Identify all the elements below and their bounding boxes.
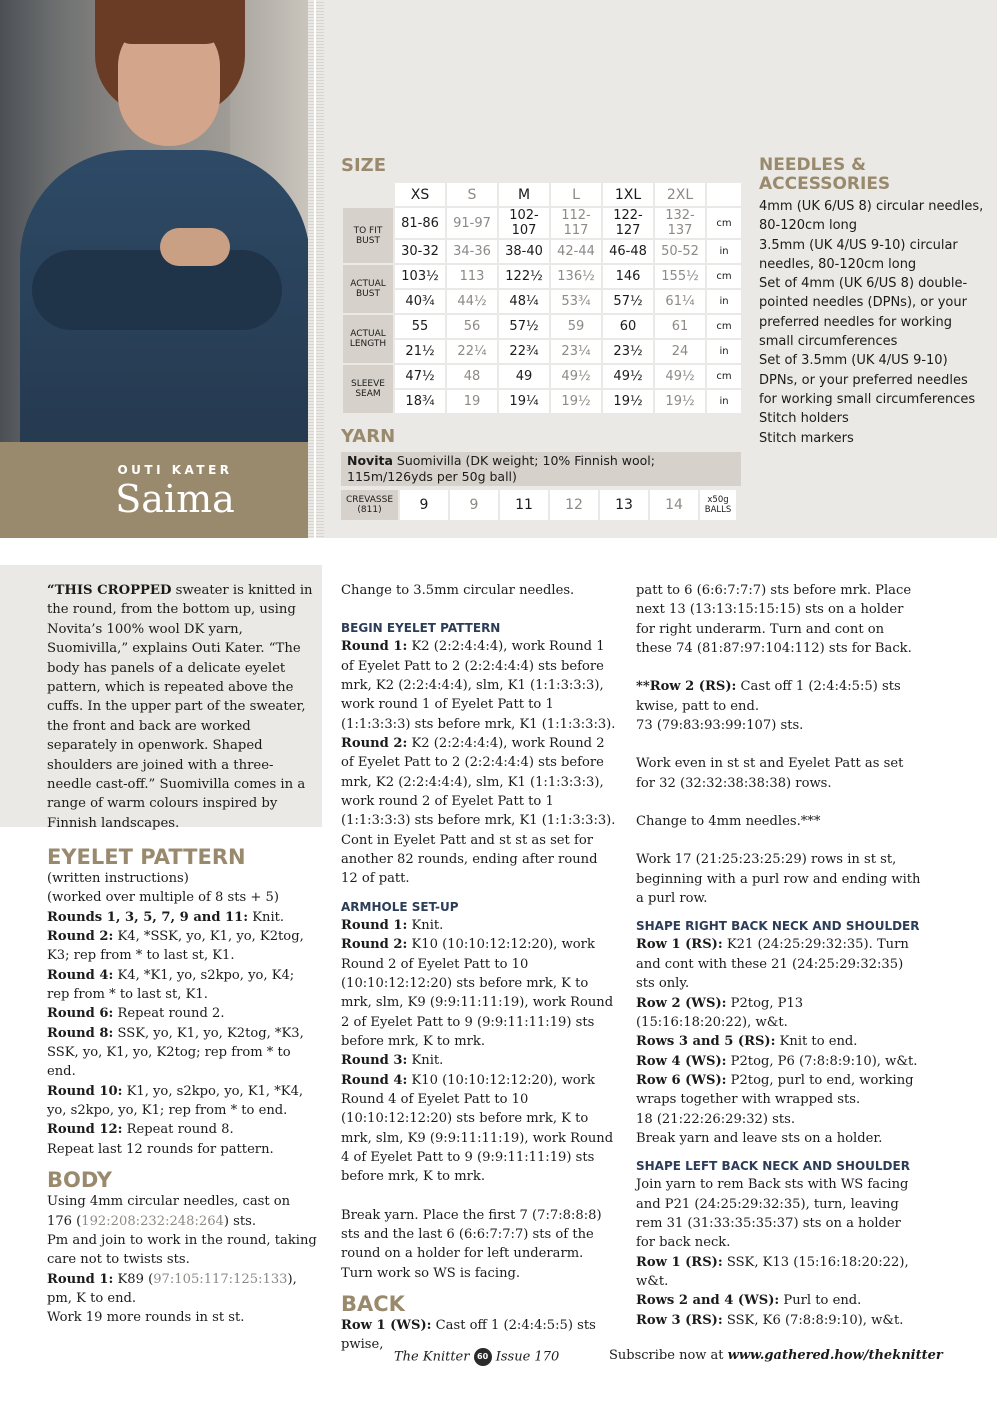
instruction: 73 (79:83:93:99:107) sts. bbox=[636, 718, 804, 734]
eyelet-row: Round 2: K4, *SSK, yo, K1, yo, K2tog, K3; rep from * to last st, K1. bbox=[47, 929, 304, 964]
measurement-label: SLEEVE SEAM bbox=[343, 365, 393, 413]
unit-label: in bbox=[707, 240, 741, 263]
footer-subscribe: Subscribe now at www.gathered.how/theknitter bbox=[609, 1348, 943, 1363]
measurement-value: 44½ bbox=[447, 290, 497, 313]
eyelet-note: (written instructions) bbox=[47, 871, 189, 886]
measurement-value: 49 bbox=[499, 365, 549, 388]
size-row bbox=[343, 265, 741, 288]
instruction: Rows 2 and 4 (WS): Purl to end. bbox=[636, 1293, 862, 1309]
pattern-title: Saima bbox=[115, 477, 235, 521]
needle-item: 4mm (UK 6/US 8) circular needles, 80-120cm long bbox=[759, 199, 984, 234]
size-label: 2XL bbox=[655, 183, 705, 206]
eyelet-row: Round 12: Repeat round 8. bbox=[47, 1122, 234, 1138]
body-paragraph: Pm and join to work in the round, taking care not to twists sts. bbox=[47, 1232, 317, 1268]
measurement-value: 38-40 bbox=[499, 240, 549, 263]
measurement-value: 34-36 bbox=[447, 240, 497, 263]
measurement-value: 122-127 bbox=[603, 208, 653, 238]
measurement-value: 42-44 bbox=[551, 240, 601, 263]
body-paragraph: Round 1: K89 (97:105:117:125:133), pm, K to end. bbox=[47, 1271, 297, 1306]
instruction: Round 4: K10 (10:10:12:12:20), work Round 4 of Eyelet Patt to 10 (10:10:12:12:20) sts before mrk, K to mrk, slm, K9 (9:9:11:11:19), work Round 4 of Eyelet Patt to 9 (9:9:11:11:19) sts before mrk, K to mrk. bbox=[341, 1072, 614, 1185]
instruction: Row 1 (RS): SSK, K13 (15:16:18:20:22), w&t. bbox=[636, 1254, 909, 1289]
column-2 bbox=[341, 581, 618, 1355]
unit-label: in bbox=[707, 390, 741, 413]
unit-label: in bbox=[707, 290, 741, 313]
size-table bbox=[341, 181, 743, 415]
model-photo bbox=[0, 0, 308, 442]
measurement-label: ACTUAL BUST bbox=[343, 265, 393, 313]
measurement-value: 132-137 bbox=[655, 208, 705, 238]
instruction: patt to 6 (6:6:7:7:7) sts before mrk. Place next 13 (13:13:15:15:15) sts on a holder for right underarm. Turn and cont on these 74 (81:87:97:104:112) sts for Back. bbox=[636, 583, 912, 657]
instruction: Change to 3.5mm circular needles. bbox=[341, 583, 575, 598]
measurement-value: 19¼ bbox=[499, 390, 549, 413]
yarn-details: Suomivilla (DK weight; 10% Finnish wool; 115m/126yds per 50g ball) bbox=[347, 453, 655, 484]
instruction: Join yarn to rem Back sts with WS facing and P21 (24:25:29:32:35), turn, leaving rem 31 (31:33:35:35:37) sts on a holder for back neck. bbox=[636, 1177, 909, 1251]
measurement-label: TO FIT BUST bbox=[343, 208, 393, 263]
page-number-badge: 60 bbox=[474, 1348, 492, 1366]
instruction: 18 (21:22:26:29:32) sts. bbox=[636, 1111, 796, 1127]
instruction: Round 2: K10 (10:10:12:12:20), work Round 2 of Eyelet Patt to 10 (10:10:12:12:20) sts before mrk, K to mrk, slm, K9 (9:9:11:11:19), work Round 2 of Eyelet Patt to 9 (9:9:11:11:19) sts before mrk, K to mrk. bbox=[341, 937, 614, 1049]
measurement-value: 30-32 bbox=[395, 240, 445, 263]
shape-left-heading: SHAPE LEFT BACK NECK AND SHOULDER bbox=[636, 1159, 910, 1174]
measurement-value: 48¼ bbox=[499, 290, 549, 313]
needle-item: Stitch holders bbox=[759, 411, 849, 427]
page-footer bbox=[394, 1348, 954, 1368]
blank-cell bbox=[707, 183, 741, 206]
measurement-value: 55 bbox=[395, 315, 445, 338]
back-heading: BACK bbox=[341, 1292, 405, 1316]
measurement-value: 49½ bbox=[551, 365, 601, 388]
instruction: Row 1 (RS): K21 (24:25:29:32:35). Turn and cont with these 21 (24:25:29:32:35) sts only. bbox=[636, 937, 909, 992]
unit-label: cm bbox=[707, 365, 741, 388]
eyelet-rows bbox=[47, 908, 319, 1140]
size-label: S bbox=[447, 183, 497, 206]
ball-count: 11 bbox=[500, 490, 548, 520]
body-heading: BODY bbox=[47, 1168, 112, 1193]
instruction: Break yarn and leave sts on a holder. bbox=[636, 1130, 883, 1146]
intro-body: sweater is knitted in the round, from the bottom up, using Novita’s 100% wool DK yarn, Suomivilla,” explains Outi Kater. “The body has panels of a delicate eyelet pattern, which is repeated above the cuffs. In the upper part of the sweater, the front and back are worked separately in openwork. Shaped shoulders are joined with a three-needle cast-off.” Suomivilla comes in a range of warm colours inspired by Finnish landscapes. bbox=[47, 583, 313, 831]
ball-count: 13 bbox=[600, 490, 648, 520]
eyelet-row: Round 10: K1, yo, s2kpo, yo, K1, *K4, yo, s2kpo, yo, K1; rep from * to end. bbox=[47, 1083, 304, 1119]
measurement-value: 24 bbox=[655, 340, 705, 363]
instruction: Work even in st st and Eyelet Patt as set for 32 (32:32:38:38:38) rows. bbox=[636, 756, 904, 791]
instruction: Row 2 (WS): P2tog, P13 (15:16:18:20:22), w&t. bbox=[636, 995, 804, 1030]
instruction: Row 3 (RS): SSK, K6 (7:8:8:9:10), w&t. bbox=[636, 1312, 904, 1328]
measurement-value: 57½ bbox=[499, 315, 549, 338]
measurement-value: 60 bbox=[603, 315, 653, 338]
measurement-value: 47½ bbox=[395, 365, 445, 388]
unit-label: cm bbox=[707, 265, 741, 288]
blank-cell bbox=[343, 183, 393, 206]
measurement-value: 18¾ bbox=[395, 390, 445, 413]
measurement-value: 48 bbox=[447, 365, 497, 388]
measurement-value: 40¾ bbox=[395, 290, 445, 313]
eyelet-row: Round 4: K4, *K1, yo, s2kpo, yo, K4; rep from * to last st, K1. bbox=[47, 967, 295, 1003]
measurement-value: 22¾ bbox=[499, 340, 549, 363]
size-row bbox=[343, 340, 741, 363]
needles-heading: NEEDLES & ACCESSORIES bbox=[759, 155, 891, 194]
measurement-value: 19½ bbox=[551, 390, 601, 413]
instruction: Work 17 (21:25:23:25:29) rows in st st, beginning with a purl row and ending with a purl row. bbox=[636, 852, 921, 907]
needles-list bbox=[759, 197, 984, 448]
yarn-heading: YARN bbox=[341, 426, 396, 447]
measurement-value: 49½ bbox=[655, 365, 705, 388]
size-row bbox=[343, 365, 741, 388]
ball-count: 14 bbox=[650, 490, 698, 520]
measurement-value: 19½ bbox=[655, 390, 705, 413]
zigzag-divider bbox=[308, 0, 324, 538]
eyelet-heading: EYELET PATTERN bbox=[47, 845, 246, 869]
measurement-value: 113 bbox=[447, 265, 497, 288]
instruction: Rows 3 and 5 (RS): Knit to end. bbox=[636, 1034, 858, 1050]
colour-label: CREVASSE (811) bbox=[341, 490, 398, 520]
size-row bbox=[343, 290, 741, 313]
ball-count: 9 bbox=[400, 490, 448, 520]
measurement-value: 19½ bbox=[603, 390, 653, 413]
measurement-label: ACTUAL LENGTH bbox=[343, 315, 393, 363]
unit-label: cm bbox=[707, 208, 741, 238]
column-3 bbox=[636, 581, 921, 1330]
footer-magazine: The Knitter 60 Issue 170 bbox=[394, 1349, 560, 1365]
size-label: L bbox=[551, 183, 601, 206]
instruction: Row 4 (WS): P2tog, P6 (7:8:8:9:10), w&t. bbox=[636, 1053, 918, 1069]
measurement-value: 49½ bbox=[603, 365, 653, 388]
armhole-heading: ARMHOLE SET-UP bbox=[341, 899, 459, 914]
instruction: **Row 2 (RS): Cast off 1 (2:4:4:5:5) sts kwise, patt to end. bbox=[636, 679, 901, 714]
eyelet-note: (worked over multiple of 8 sts + 5) bbox=[47, 890, 279, 906]
measurement-value: 81-86 bbox=[395, 208, 445, 238]
measurement-value: 21½ bbox=[395, 340, 445, 363]
intro-lead: “THIS CROPPED bbox=[47, 583, 172, 598]
yarn-brand: Novita bbox=[347, 453, 393, 468]
measurement-value: 112-117 bbox=[551, 208, 601, 238]
intro-text bbox=[47, 581, 317, 833]
measurement-value: 57½ bbox=[603, 290, 653, 313]
ball-count: 9 bbox=[450, 490, 498, 520]
subscribe-link[interactable]: www.gathered.how/theknitter bbox=[727, 1348, 943, 1363]
eyelet-repeat: Repeat last 12 rounds for pattern. bbox=[47, 1141, 274, 1157]
instruction: Row 6 (WS): P2tog, purl to end, working wraps together with wrapped sts. bbox=[636, 1072, 914, 1108]
instruction: Change to 4mm needles.*** bbox=[636, 814, 821, 830]
measurement-value: 155½ bbox=[655, 265, 705, 288]
needle-item: Stitch markers bbox=[759, 430, 854, 446]
size-label: 1XL bbox=[603, 183, 653, 206]
designer-name: OUTI KATER bbox=[117, 463, 233, 477]
needle-item: Set of 3.5mm (UK 4/US 9-10) DPNs, or your preferred needles for working small circumferences bbox=[759, 353, 976, 407]
yarn-description bbox=[341, 452, 741, 486]
ball-count: 12 bbox=[550, 490, 598, 520]
measurement-value: 61 bbox=[655, 315, 705, 338]
instruction: Round 2: K2 (2:2:4:4:4), work Round 2 of Eyelet Patt to 2 (2:2:4:4:4) sts before mrk, K2 (2:2:4:4:4), slm, K1 (1:1:3:3:3), work round 2 of Eyelet Patt to 1 (1:1:3:3:3) sts before mrk, K1 (1:1:3:3:3). bbox=[341, 736, 616, 829]
measurement-value: 53¾ bbox=[551, 290, 601, 313]
measurement-value: 59 bbox=[551, 315, 601, 338]
measurement-value: 23½ bbox=[603, 340, 653, 363]
size-row bbox=[343, 208, 741, 238]
ball-unit: x50g BALLS bbox=[700, 490, 736, 520]
size-row bbox=[343, 240, 741, 263]
needle-item: Set of 4mm (UK 6/US 8) double-pointed needles (DPNs), or your preferred needles for working small circumferences bbox=[759, 276, 968, 350]
column-1 bbox=[47, 845, 319, 1328]
shape-right-heading: SHAPE RIGHT BACK NECK AND SHOULDER bbox=[636, 919, 920, 934]
measurement-value: 19 bbox=[447, 390, 497, 413]
begin-eyelet-heading: BEGIN EYELET PATTERN bbox=[341, 621, 501, 636]
body-paragraph: Work 19 more rounds in st st. bbox=[47, 1310, 245, 1326]
measurement-value: 22¼ bbox=[447, 340, 497, 363]
instruction: Round 1: K2 (2:2:4:4:4), work Round 1 of Eyelet Patt to 2 (2:2:4:4:4) sts before mrk, K2 (2:2:4:4:4), slm, K1 (1:1:3:3:3), work round 1 of Eyelet Patt to 1 (1:1:3:3:3) sts before mrk, K1 (1:1:3:3:3). bbox=[341, 639, 616, 732]
measurement-value: 61¼ bbox=[655, 290, 705, 313]
size-header-row bbox=[343, 183, 741, 206]
instruction: Row 1 (WS): Cast off 1 (2:4:4:5:5) sts pwise, bbox=[341, 1318, 596, 1353]
unit-label: cm bbox=[707, 315, 741, 338]
eyelet-row: Round 8: SSK, yo, K1, yo, K2tog, *K3, SSK, yo, K1, yo, K2tog; rep from * to end. bbox=[47, 1025, 304, 1080]
measurement-value: 56 bbox=[447, 315, 497, 338]
measurement-value: 122½ bbox=[499, 265, 549, 288]
instruction: Cont in Eyelet Patt and st st as set for another 82 rounds, ending after round 12 of patt. bbox=[341, 832, 598, 887]
instruction: Break yarn. Place the first 7 (7:7:8:8:8) sts and the last 6 (6:6:7:7:7) sts of the round on a holder for left underarm. Turn work so WS is facing. bbox=[341, 1207, 602, 1281]
instruction: Round 3: Knit. bbox=[341, 1053, 444, 1069]
measurement-value: 102-107 bbox=[499, 208, 549, 238]
yarn-table bbox=[339, 488, 738, 522]
measurement-value: 50-52 bbox=[655, 240, 705, 263]
size-row bbox=[343, 315, 741, 338]
size-row bbox=[343, 390, 741, 413]
unit-label: in bbox=[707, 340, 741, 363]
needle-item: 3.5mm (UK 4/US 9-10) circular needles, 80-120cm long bbox=[759, 237, 958, 272]
measurement-value: 103½ bbox=[395, 265, 445, 288]
eyelet-row: Rounds 1, 3, 5, 7, 9 and 11: Knit. bbox=[47, 909, 285, 925]
measurement-value: 146 bbox=[603, 265, 653, 288]
size-label: XS bbox=[395, 183, 445, 206]
measurement-value: 136½ bbox=[551, 265, 601, 288]
size-label: M bbox=[499, 183, 549, 206]
eyelet-row: Round 6: Repeat round 2. bbox=[47, 1006, 225, 1022]
measurement-value: 91-97 bbox=[447, 208, 497, 238]
measurement-value: 23¼ bbox=[551, 340, 601, 363]
size-heading: SIZE bbox=[341, 155, 387, 176]
instruction: Round 1: Knit. bbox=[341, 917, 444, 933]
body-paragraph: Using 4mm circular needles, cast on 176 (192:208:232:248:264) sts. bbox=[47, 1194, 291, 1229]
measurement-value: 46-48 bbox=[603, 240, 653, 263]
